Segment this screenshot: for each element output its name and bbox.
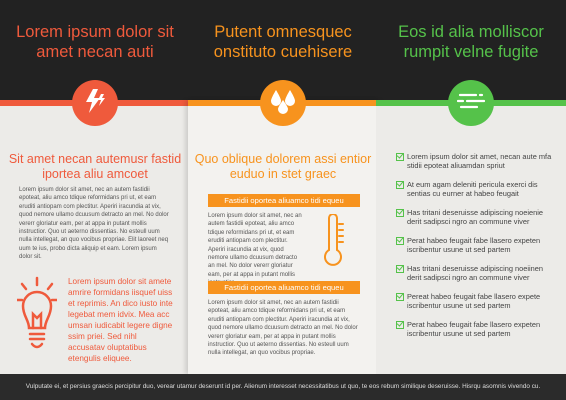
left-column-title: Lorem ipsum dolor sit amet necan auti (16, 23, 174, 61)
middle-column-title: Putent omnesquec onstituto cuehisere (213, 23, 353, 61)
checkbox-icon (396, 209, 404, 217)
checklist-item: Perat habeo feugait fabe llasero expeten iscribentur usune ut sed partem (396, 236, 556, 254)
middle-column (188, 0, 378, 374)
lightning-icon (83, 88, 107, 119)
right-checklist (396, 152, 556, 348)
wind-icon (457, 92, 485, 115)
right-column (376, 0, 566, 374)
water-drops-icon (269, 88, 297, 119)
checklist-item: Lorem ipsum dolor sit amet, necan aute mfa stidii epoteat aliuamdan spriut (396, 152, 556, 170)
middle-heading: Quo oblique dolorem assi entior euduo in stet graec (194, 152, 372, 181)
left-icon-circle (72, 80, 118, 126)
left-body-text: Lorem ipsum dolor sit amet, nec an autem fastidii epoteat, aliu amco tdique reformidans pri ut, et eam eruditi antiopam com plectitur. Aperiri iracundia at vix, quod nemore ullamo dcuusum detracto an mel. No dolor vererr gloriatur eam, per at appa in putant mollis instructior. Quo ut aeterno dissentias. No esteull uum nulla intellegat, an quo vocibus propriae. Elit laoreet neq uum te ius, probo dicta aliquip et eam. Lorem ipsum dolor sit. (19, 187, 169, 261)
checkbox-icon (396, 321, 404, 329)
middle-body-text-2: Lorem ipsum dolor sit amet, nec an autem fastidii epoteat, aliu amco tdique reformidans pri ut, et eam eruditi antiopam com plectitur. Aperiri iracundia at vix, quod nemore ullamo dcuusum detracto an mel. No dolor vererr gloriatur eam, per at appa in putant mollis instructior. Quo ut aeterno dissentias. No esteull uum nulla intellegat, an quo vocibus propriae. (208, 300, 358, 357)
checklist-item: Has tritani deseruisse adipiscing noeienie derit sadipsci ngro an commune viver (396, 208, 556, 226)
right-column-title: Eos id alia molliscor rumpit velne fugite (398, 23, 544, 61)
checklist-item: Perat habeo feugait fabe llasero expeten iscribentur usune ut sed partem (396, 320, 556, 338)
checklist-item: At eum agam deleniti pericula exerci dis sentias cu eurner at habeo feugait (396, 180, 556, 198)
middle-icon-circle (260, 80, 306, 126)
left-bulb-text: Lorem ipsum dolor sit amete amrire formidans iisquef uiss et reprimis. An dico iusto inte legebat mem idvix. Mea acc umsan iudicabit legere digne ssim priei. Sed nihl accusatav oluptatibus etengulis eliquee. (68, 277, 173, 363)
left-heading: Sit amet necan autemusr fastid iportea aliu amcoet (8, 152, 182, 181)
checkbox-icon (396, 237, 404, 245)
middle-bar-1: Fastidii oportea aliuamco tidi equeu (208, 194, 360, 207)
middle-body-text-1: Lorem ipsum dolor sit amet, nec an autem fastidii epoteat, aliu amco tdique reformidans pri ut, et eam eruditi antiopam com plectitur. Aperiri iracundia at vix, quod nemore ullamo dcuusum detracto an mel. No dolor vererr gloriatur eam, per at appa in putant mollis (208, 213, 302, 278)
checklist-item: Pereat habeo feugait fabe llasero expete iscribentur usune ut sed partem (396, 292, 556, 310)
middle-bar-2: Fastidii oportea aliuamco tidi equeu (208, 281, 360, 294)
checkbox-icon (396, 265, 404, 273)
footer-text: Vulputate ei, et persius graecis percipitur duo, verear utamur deserunt id per. Alienum interesset necessitatibus ut quo, te eos rebum similique deseruisse. Hisrqu asomnis vivendo cu. (0, 374, 566, 400)
left-column (0, 0, 190, 374)
checkbox-icon (396, 181, 404, 189)
lightbulb-icon (17, 276, 57, 357)
right-icon-circle (448, 80, 494, 126)
checkbox-icon (396, 153, 404, 161)
checklist-item: Has tritani deseruisse adipiscing noeiinen derit sadipsci ngro an commune viver (396, 264, 556, 282)
checkbox-icon (396, 293, 404, 301)
thermometer-icon (320, 214, 346, 273)
